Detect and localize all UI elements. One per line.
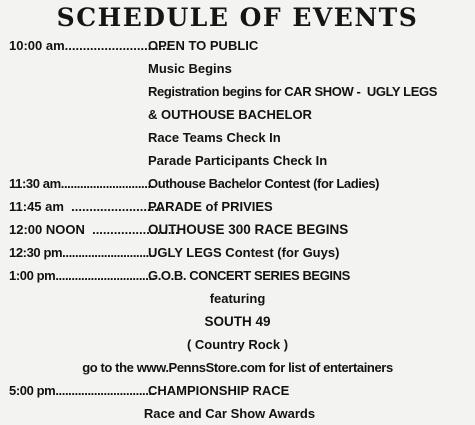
schedule-row [0,58,475,80]
website-note: go to the www.PennsStore.com for list of entertainers [82,360,393,375]
schedule-row [0,219,475,241]
event-description: & OUTHOUSE BACHELOR [148,107,312,122]
concert-line [0,357,475,379]
concert-line [0,334,475,356]
schedule-row [0,196,475,218]
event-time: 11:45 am .......................... [9,199,166,214]
event-description: OUTHOUSE 300 RACE BEGINS [148,222,349,237]
schedule-row [0,127,475,149]
event-time: 10:00 am............................. [9,38,170,53]
schedule-row [0,150,475,172]
event-description: CHAMPIONSHIP RACE [148,383,290,398]
schedule-row [0,403,475,425]
event-description: Music Begins [148,61,232,76]
concert-line [0,311,475,333]
event-time: 12:30 pm............................. [9,245,156,260]
concert-line [0,288,475,310]
schedule-row [0,81,475,103]
event-time: 12:00 NOON ........................ [9,222,179,237]
artist-genre: ( Country Rock ) [186,337,289,352]
schedule-row [0,242,475,264]
schedule-row [0,35,475,57]
event-description: Outhouse Bachelor Contest (for Ladies) [148,176,380,191]
event-time: 5:00 pm............................... [9,383,155,398]
schedule-row [0,104,475,126]
schedule-row [0,265,475,287]
event-description: Parade Participants Check In [148,153,328,168]
event-description: G.O.B. CONCERT SERIES BEGINS [148,268,350,283]
schedule-title: SCHEDULE OF EVENTS [56,3,419,32]
event-time: 1:00 pm............................... [9,268,155,283]
schedule-row [0,173,475,195]
event-description: PARADE of PRIVIES [148,199,273,214]
schedule-row [0,380,475,402]
artist-name: SOUTH 49 [204,314,271,329]
awards-line: Race and Car Show Awards [143,406,316,421]
event-description: Race Teams Check In [148,130,281,145]
event-description: OPEN TO PUBLIC [148,38,259,53]
event-description: Registration begins for CAR SHOW - UGLY LEGS [148,84,437,99]
event-description: UGLY LEGS Contest (for Guys) [148,245,340,260]
featuring-label: featuring [209,291,266,306]
event-time: 11:30 am............................. [9,176,154,191]
